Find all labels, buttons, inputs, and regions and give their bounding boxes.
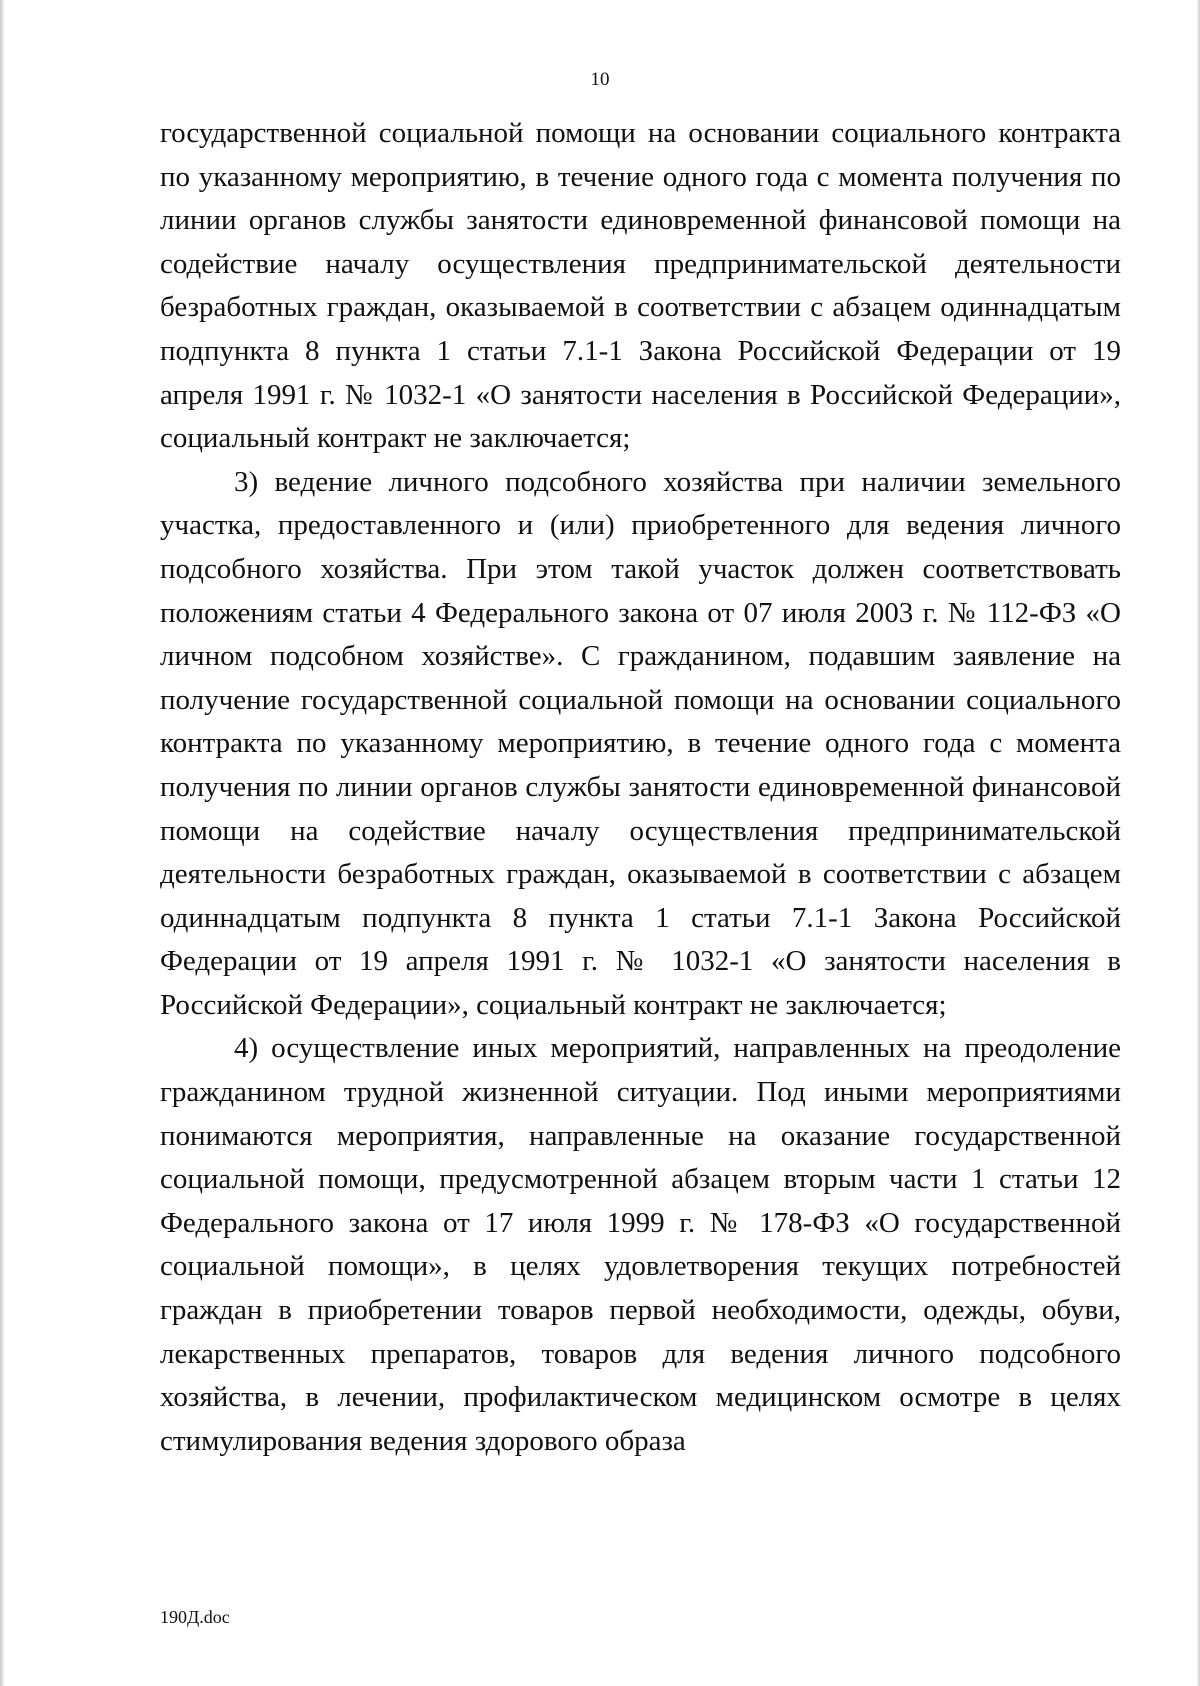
page-number: 10 — [590, 69, 610, 90]
paragraph-continuation: государственной социальной помощи на основании социального контракта по указанному мероприятию, в течение одного года с момента получения по линии органов службы занятости единовременной финансовой помощи на содействие началу осуществления предпринимательской деятельности безработных граждан, оказываемой в соответствии с абзацем одиннадцатым подпункта 8 пункта 1 статьи 7.1-1 Закона Российской Федерации от 19 апреля 1991 г. № 1032-1 «О занятости населения в Российской Федерации», социальный контракт не заключается; — [160, 117, 1121, 455]
footer-filename: 190Д.doc — [160, 1607, 230, 1627]
paragraph-item-4: 4) осуществление иных мероприятий, направленных на преодоление гражданином трудной жизненной ситуации. Под иными мероприятиями понимаются мероприятия, направленные на оказание государственной социальной помощи, предусмотренной абзацем вторым части 1 статьи 12 Федерального закона от 17 июля 1999 г. № 178-ФЗ «О государственной социальной помощи», в целях удовлетворения текущих потребностей граждан в приобретении товаров первой необходимости, одежды, обуви, лекарственных препаратов, товаров для ведения личного подсобного хозяйства, в лечении, профилактическом медицинском осмотре в целях стимулирования ведения здорового образа — [160, 1032, 1121, 1457]
scan-edge-left — [0, 0, 4, 1686]
document-body — [160, 112, 1121, 1463]
paragraph-item-3: 3) ведение личного подсобного хозяйства при наличии земельного участка, предоставленного и (или) приобретенного для ведения личного подсобного хозяйства. При этом такой участок должен соответствовать положениям статьи 4 Федерального закона от 07 июля 2003 г. № 112-ФЗ «О личном подсобном хозяйстве». С гражданином, подавшим заявление на получение государственной социальной помощи на основании социального контракта по указанному мероприятию, в течение одного года с момента получения по линии органов службы занятости единовременной финансовой помощи на содействие началу осуществления предпринимательской деятельности безработных граждан, оказываемой в соответствии с абзацем одиннадцатым подпункта 8 пункта 1 статьи 7.1-1 Закона Российской Федерации от 19 апреля 1991 г. № 1032-1 «О занятости населения в Российской Федерации», социальный контракт не заключается; — [160, 465, 1121, 1021]
